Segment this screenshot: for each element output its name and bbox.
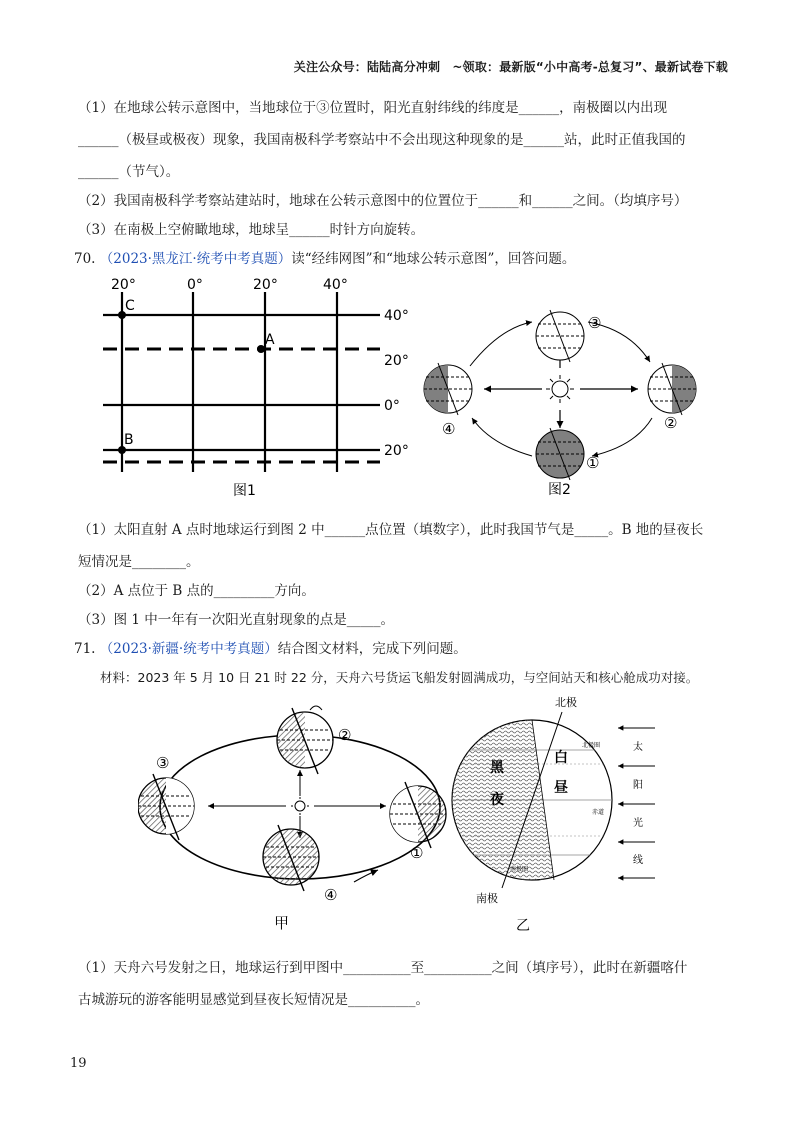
fig2-earth-3 bbox=[536, 310, 584, 362]
fig1-point-a-label: A bbox=[265, 332, 275, 348]
q69-part3: （3）在南极上空俯瞰地球，地球呈______时针方向旋转。 bbox=[78, 222, 425, 238]
fig1-top-label-3: 20° bbox=[253, 277, 278, 293]
jia-label-2: ② bbox=[338, 726, 352, 744]
fig1-parallels bbox=[103, 315, 380, 450]
q70-source: （2023·黑龙江·统考中考真题） bbox=[99, 251, 292, 267]
fig2-orbit-arc-bottom-left bbox=[472, 418, 532, 456]
yi-equator-label: 赤道 bbox=[592, 809, 605, 816]
fig2-label-3: ③ bbox=[588, 314, 602, 332]
fig1-point-b-label: B bbox=[124, 432, 134, 448]
page-header: 关注公众号：陆陆高分冲刺 ~领取：最新版“小中高考-总复习”、最新试卷下载 bbox=[293, 60, 728, 74]
fig1-top-label-1: 20° bbox=[111, 277, 136, 293]
q70-part3: （3）图 1 中一年有一次阳光直射现象的点是_____。 bbox=[78, 612, 395, 628]
yi-sunlight-char-3: 光 bbox=[633, 818, 643, 829]
fig1-meridians bbox=[122, 292, 337, 472]
q69-part1-line3: ______（节气）。 bbox=[78, 164, 180, 180]
q71-part1-line1: （1）天舟六号发射之日，地球运行到甲图中__________至__________之间（填序号），此时在新疆喀什 bbox=[78, 960, 688, 976]
q70-part1-line1: （1）太阳直射 A 点时地球运行到图 2 中______点位置（填数字），此时我国节气是_____。B 地的昼夜长 bbox=[78, 522, 704, 538]
yi-sunlight-char-2: 阳 bbox=[633, 780, 643, 791]
yi-arctic-label: 北极圈 bbox=[582, 742, 601, 749]
fig2-earth-1 bbox=[536, 428, 584, 480]
yi-north-label: 北极 bbox=[555, 696, 577, 709]
fig1-top-label-2: 0° bbox=[187, 277, 203, 293]
q69-part1-line1: （1）在地球公转示意图中，当地球位于③位置时，阳光直射纬线的纬度是______，南极圈以内出现 bbox=[78, 100, 668, 116]
q70-title bbox=[74, 249, 575, 269]
fig1-right-label-1: 40° bbox=[384, 308, 409, 324]
yi-south-label: 南极 bbox=[476, 892, 498, 905]
fig2-earth-4 bbox=[424, 363, 472, 415]
yi-caption: 乙 bbox=[516, 918, 530, 934]
fig2-label-4: ④ bbox=[442, 420, 456, 438]
fig1-right-label-2: 20° bbox=[384, 353, 409, 369]
sun-icon bbox=[546, 375, 574, 403]
fig1-caption: 图1 bbox=[233, 483, 256, 499]
yi-night-char-1: 黑 bbox=[490, 760, 504, 776]
jia-orbit-direction-arrow bbox=[354, 870, 378, 882]
page-number: 19 bbox=[70, 1056, 87, 1071]
fig1-right-label-4: 20° bbox=[384, 443, 409, 459]
q69-part1-line2: ______（极昼或极夜）现象，我国南极科学考察站中不会出现这种现象的是______站，此时正值我国的 bbox=[78, 132, 686, 148]
fig1-right-label-3: 0° bbox=[384, 398, 400, 414]
q71-number: 71. bbox=[74, 641, 96, 657]
q71-title bbox=[74, 639, 467, 659]
fig2-earth-2 bbox=[648, 363, 696, 415]
q71-part1-line2: 古城游玩的游客能明显感觉到昼夜长短情况是__________。 bbox=[78, 992, 429, 1008]
q70-part1-line2: 短情况是________。 bbox=[78, 554, 200, 570]
fig2-label-1: ① bbox=[586, 454, 600, 472]
yi-day-char-1: 白 bbox=[554, 750, 568, 766]
fig1-point-a-marker bbox=[257, 345, 265, 353]
jia-earth-3 bbox=[138, 774, 194, 840]
yi-day-char-2: 昼 bbox=[554, 780, 568, 796]
q71-source: （2023·新疆·统考中考真题） bbox=[99, 641, 278, 657]
yi-night-char-2: 夜 bbox=[490, 792, 504, 808]
q71-figure-jia-orbit bbox=[138, 702, 458, 942]
q70-part2: （2）A 点位于 B 点的_________方向。 bbox=[78, 583, 315, 599]
jia-earth-4 bbox=[263, 825, 319, 891]
yi-sunlight-char-1: 太 bbox=[633, 742, 643, 753]
q69-part2: （2）我国南极科学考察站建站时，地球在公转示意图中的位置位于______和______之间。（均填序号） bbox=[78, 193, 688, 209]
jia-label-3: ③ bbox=[156, 754, 170, 772]
jia-earth-2 bbox=[277, 706, 333, 774]
fig2-label-2: ② bbox=[664, 414, 678, 432]
jia-label-4: ④ bbox=[324, 886, 338, 904]
yi-antarctic-label: 南极圈 bbox=[510, 866, 529, 873]
q71-material: 材料：2023 年 5 月 10 日 21 时 22 分，天舟六号货运飞船发射圆满成功，与空间站天和核心舱成功对接。 bbox=[100, 670, 699, 685]
jia-sun-rays bbox=[208, 770, 386, 838]
q70-figure2-orbit bbox=[420, 296, 710, 501]
yi-sunlight-char-4: 线 bbox=[633, 855, 643, 866]
q70-stem: 读“经纬网图”和“地球公转示意图”，回答问题。 bbox=[291, 251, 576, 267]
jia-caption: 甲 bbox=[274, 914, 290, 932]
fig2-caption: 图2 bbox=[548, 482, 571, 498]
q70-figure1-grid bbox=[95, 272, 420, 502]
fig1-point-c-label: C bbox=[125, 298, 135, 314]
fig2-orbit-arc-bottom-right bbox=[592, 418, 652, 456]
q71-figure-yi-illumination bbox=[450, 690, 680, 940]
fig2-orbit-arc-top-left bbox=[470, 322, 532, 366]
q70-number: 70. bbox=[74, 251, 96, 267]
q71-stem: 结合图文材料，完成下列问题。 bbox=[277, 641, 467, 657]
sun-icon bbox=[291, 797, 309, 815]
jia-label-1: ① bbox=[410, 844, 424, 862]
fig1-top-label-4: 40° bbox=[323, 277, 348, 293]
